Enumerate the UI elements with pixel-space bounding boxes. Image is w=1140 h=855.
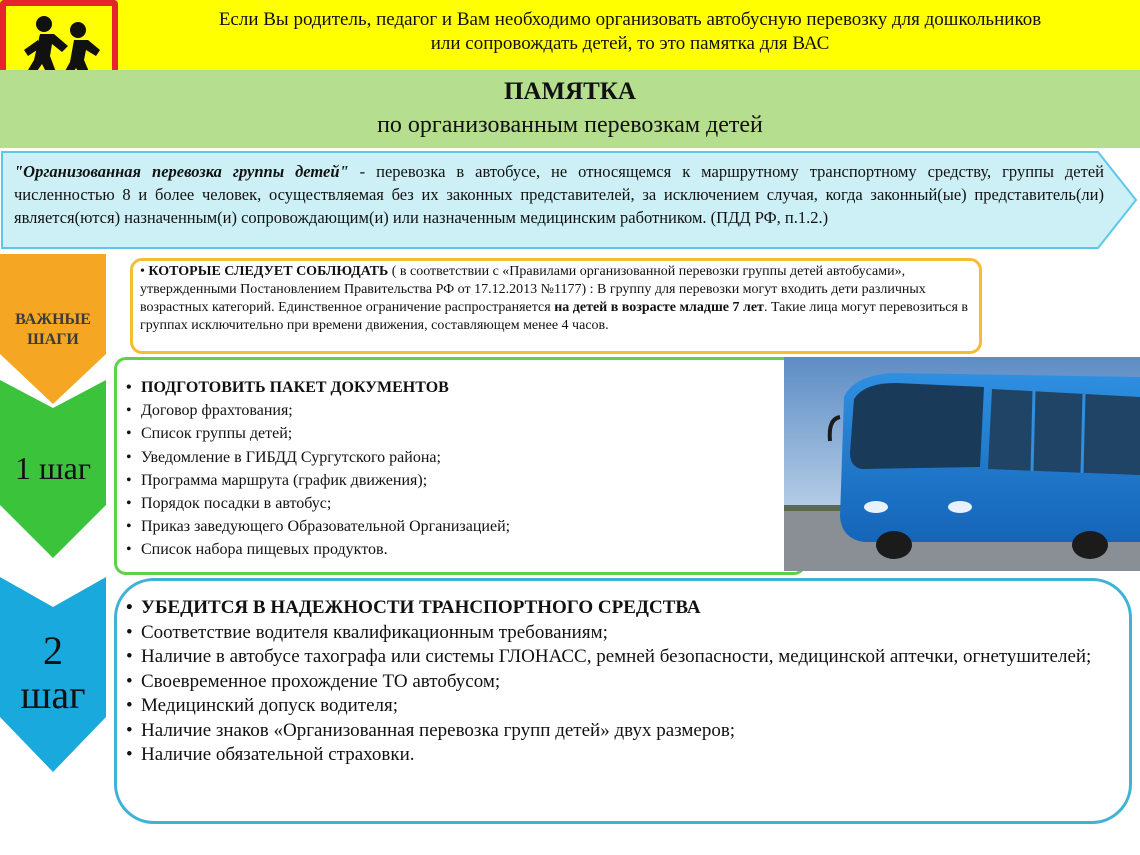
list-item: • Договор фрахтования; [126,399,786,422]
step-1-header: • ПОДГОТОВИТЬ ПАКЕТ ДОКУМЕНТОВ [126,376,786,399]
rules-text-part-2: . Такие лица могут перевозиться в группах исключительно при времени движения, составляющем менее 4 часов. [140,300,968,333]
list-item: • Уведомление в ГИБДД Сургутского района; [126,446,786,469]
step-1-chevron [0,380,106,558]
rules-text: • КОТОРЫЕ СЛЕДУЕТ СОБЛЮДАТЬ ( в соответствии с «Правилами организованной перевозки группы детей автобусами», утвержденными Постановлением Правительства РФ от 17.12.2013 №1177) : В группу для перевозки могут входить дети различных возрастных категорий. Единственное ограничение распространяется на детей в возрасте младше 7 лет. Такие лица могут перевозиться в группах исключительно при времени движения, составляющем менее 4 часов. [140,264,968,333]
banner-text-line-1: Если Вы родитель, педагог и Вам необходимо организовать автобусную перевозку для дошкольников [218,9,1042,30]
step-2-header: • УБЕДИТСЯ В НАДЕЖНОСТИ ТРАНСПОРТНОГО СРЕДСТВА [126,596,1116,621]
list-item: • Соответствие водителя квалификационным требованиям; [126,621,1116,646]
definition-term: "Организованная перевозка группы детей" [14,162,349,181]
step-2-list [126,596,1116,768]
step-2-label [0,629,106,717]
bus-image [784,357,1140,571]
list-item: • Список набора пищевых продуктов. [126,538,786,561]
list-item: • Список группы детей; [126,422,786,445]
list-item: • Наличие в автобусе тахографа или системы ГЛОНАСС, ремней безопасности, медицинской аптечки, огнетушителей; [126,645,1116,670]
definition-text [14,160,1104,229]
definition-body: - перевозка в автобусе, не относящемся к маршрутному транспортному средству, группы детей численностью 8 и более человек, осуществляемая без их законных представителей, за исключением случая, когда законный(ые) представитель(ли) является(ются) назначенным(и) сопровождающим(и) или назначенным медицинским работником. (ПДД РФ, п.1.2.) [14,162,1104,227]
list-item: • Программа маршрута (график движения); [126,469,786,492]
rules-text-bold: на детей в возрасте младше 7 лет [554,300,764,315]
step-2-label-line-1: 2 [43,628,63,673]
list-item: • Своевременное прохождение ТО автобусом; [126,670,1116,695]
step-2-chevron [0,577,106,772]
rules-text-part-1: ( в соответствии с «Правилами организованной перевозки группы детей автобусами», утвержденными Постановлением Правительства РФ от 17.12.2013 №1177) : В группу для перевозки могут входить дети различных возрастных категорий. Единственное ограничение распространяется [140,264,926,315]
important-label-line-2: ШАГИ [27,331,79,348]
page-title: ПАМЯТКА [503,78,636,105]
important-steps-label [0,310,106,350]
banner-text [125,8,1135,56]
rules-title: КОТОРЫЕ СЛЕДУЕТ СОБЛЮДАТЬ [148,264,389,279]
list-item: • Медицинский допуск водителя; [126,694,1116,719]
step-1-list [126,376,786,562]
list-item: • Приказ заведующего Образовательной Организацией; [126,515,786,538]
step-1-label: 1 шаг [15,450,91,486]
list-item: • Порядок посадки в автобус; [126,492,786,515]
page-subtitle: по организованным перевозкам детей [377,112,763,138]
important-label-line-1: ВАЖНЫЕ [15,311,91,328]
list-item: • Наличие обязательной страховки. [126,743,1116,768]
step-2-label-line-2: шаг [20,672,86,717]
list-item: • Наличие знаков «Организованная перевозка групп детей» двух размеров; [126,719,1116,744]
banner-text-line-2: или сопровождать детей, то это памятка для ВАС [430,33,830,54]
